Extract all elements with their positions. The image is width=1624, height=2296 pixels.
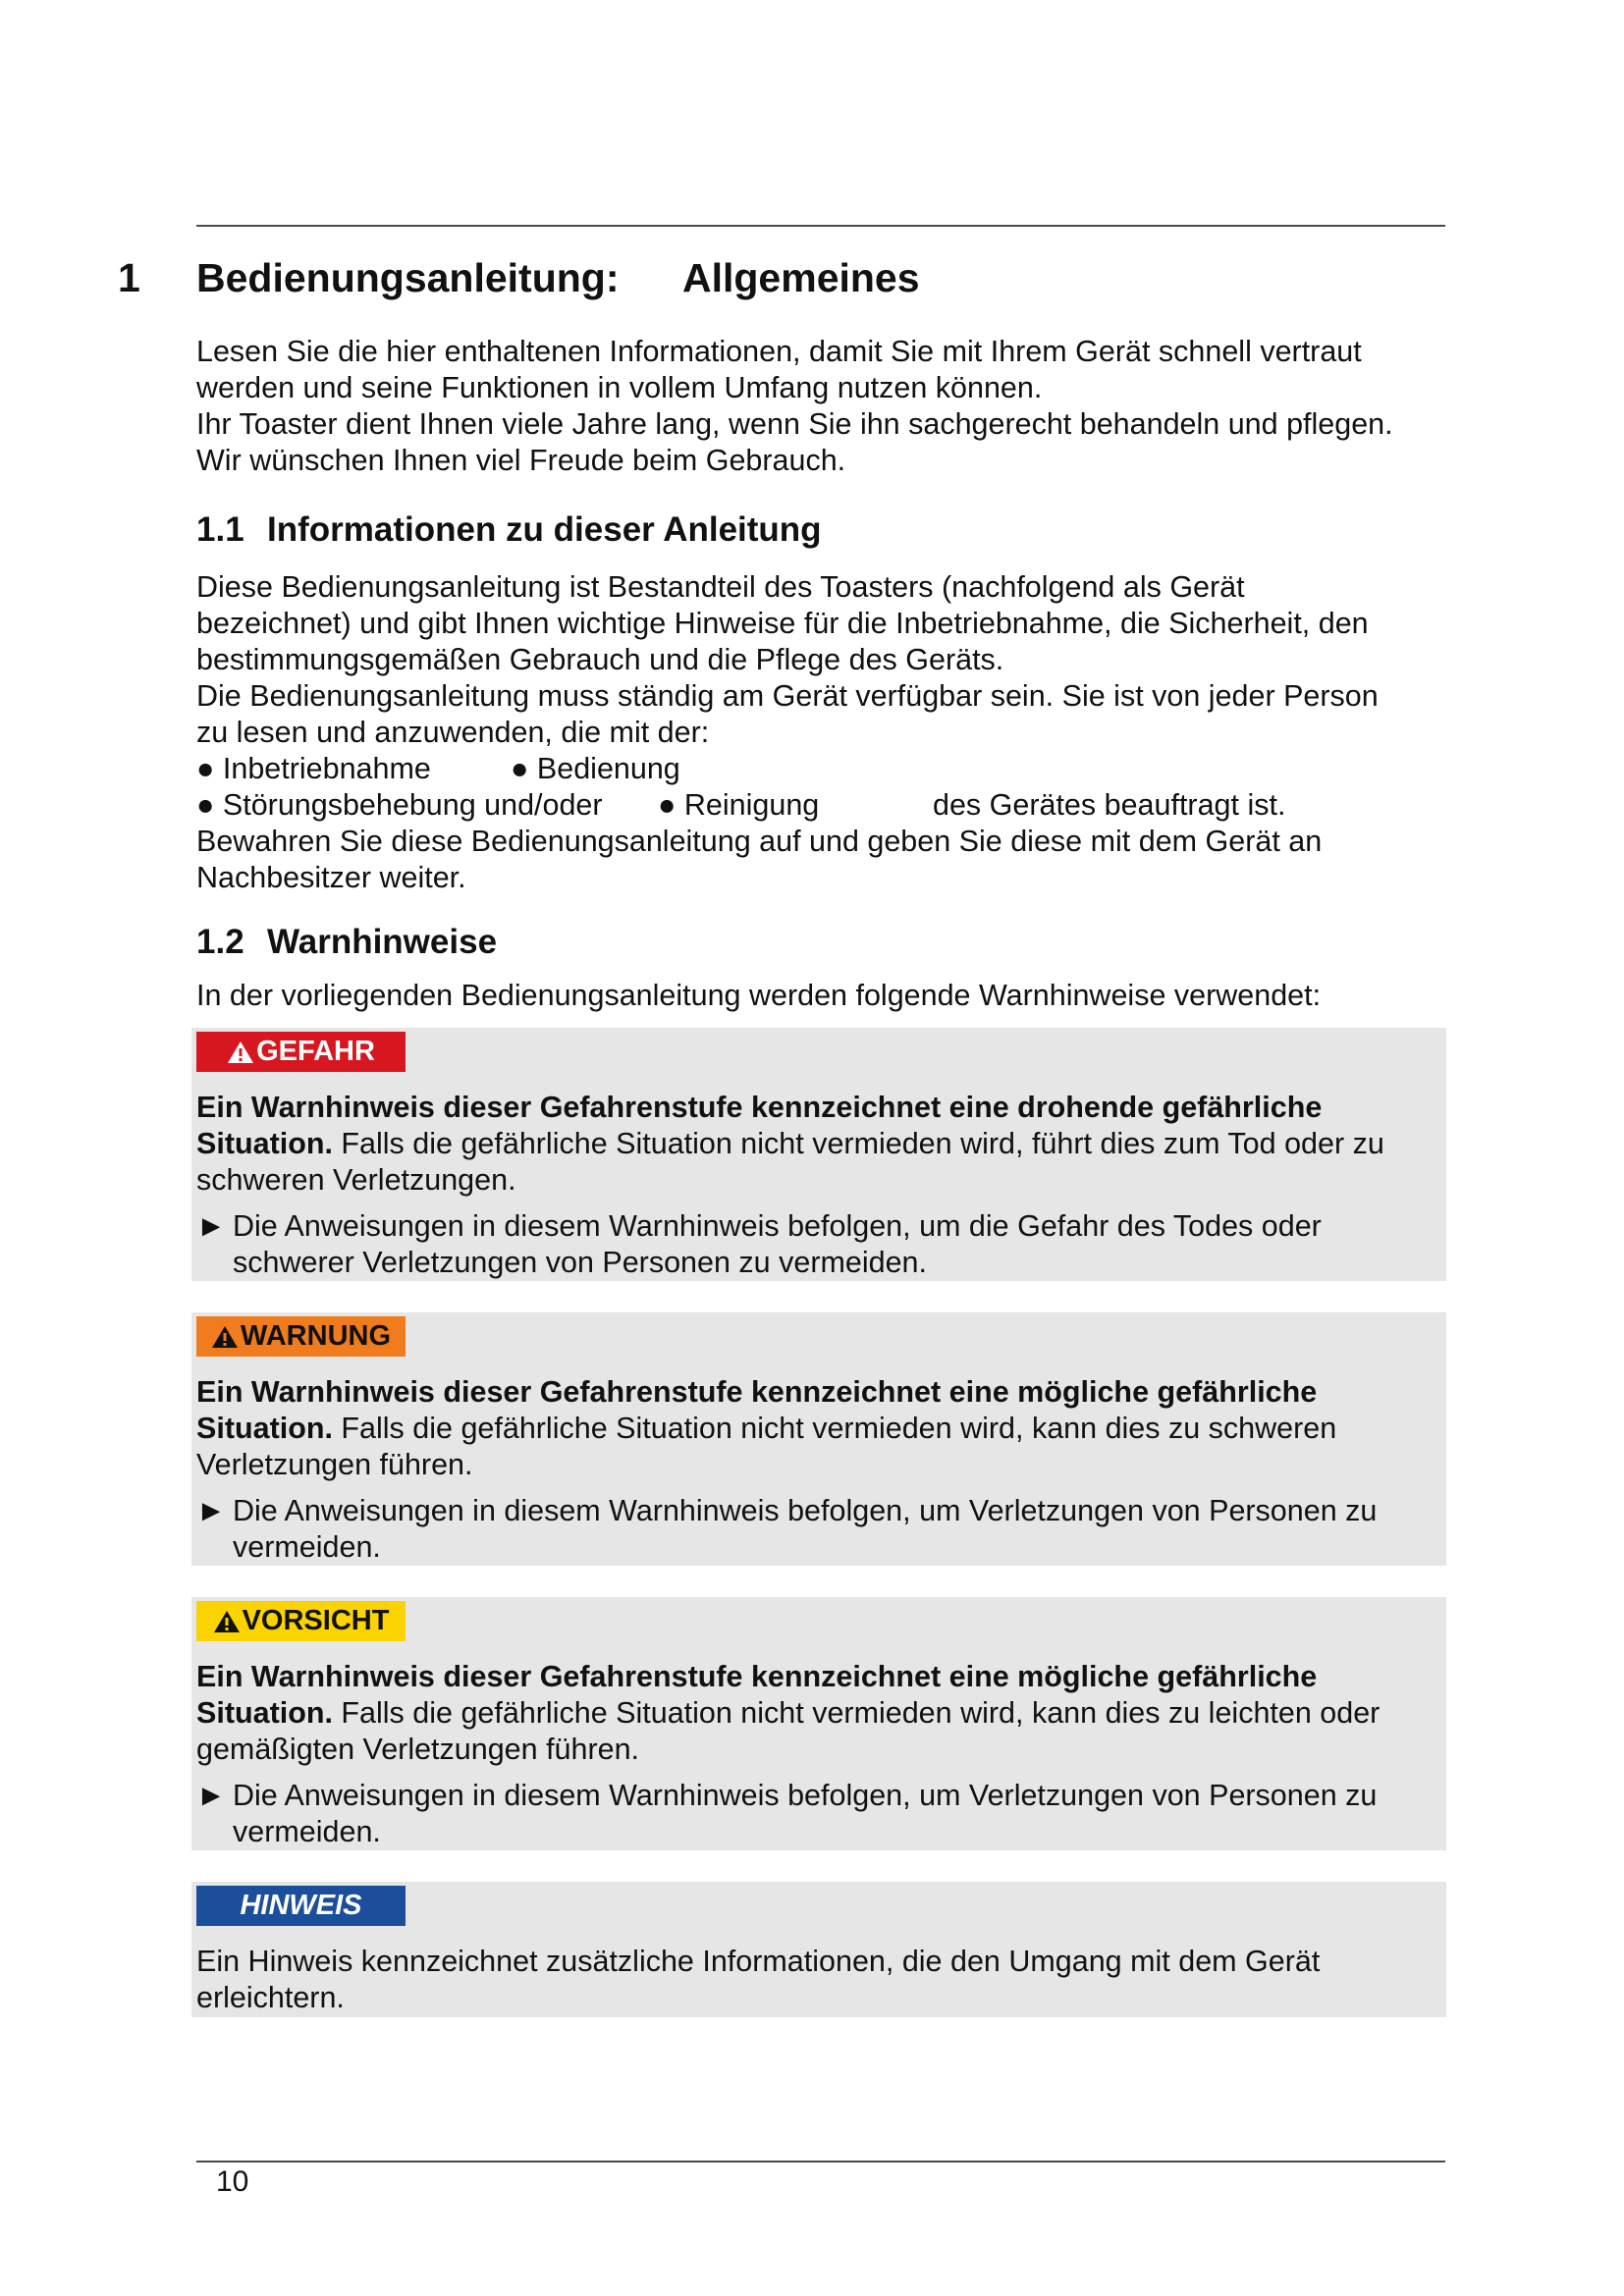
bullet-tail: des Gerätes beauftragt ist. [933, 788, 1286, 822]
section-title: Warnhinweise [267, 923, 498, 961]
play-triangle-icon: ► [196, 1209, 227, 1243]
caution-line: Falls die gefährliche Situation nicht vermieden wird, kann dies zu leichten oder [332, 1696, 1380, 1730]
warning-line: Falls die gefährliche Situation nicht vermieden wird, kann dies zu schweren [332, 1412, 1337, 1445]
danger-text [196, 1090, 1438, 1281]
notice-line: erleichtern. [196, 1981, 345, 2014]
section-number: 1.2 [196, 923, 244, 961]
bullet-row [196, 787, 1445, 824]
caution-bold-line: Ein Warnhinweis dieser Gefahrenstufe kennzeichnet eine mögliche gefährliche [196, 1660, 1318, 1693]
warning-bold-word: Situation. [196, 1412, 333, 1445]
danger-label: GEFAHR [256, 1036, 375, 1067]
bullet-stoerungsbehebung: ● Störungsbehebung und/oder [196, 788, 603, 822]
danger-bold-line: Ein Warnhinweis dieser Gefahrenstufe kennzeichnet eine drohende gefährliche [196, 1091, 1323, 1124]
play-triangle-icon: ► [196, 1494, 227, 1527]
play-triangle-icon: ► [196, 1779, 227, 1812]
caution-instruction-cont: vermeiden. [233, 1815, 381, 1848]
section-number: 1.1 [196, 510, 244, 549]
body-line: Nachbesitzer weiter. [196, 861, 466, 894]
chapter-intro [196, 334, 1445, 479]
chapter-number: 1 [118, 255, 140, 300]
body-line: bestimmungsgemäßen Gebrauch und die Pflege des Geräts. [196, 643, 1004, 676]
body-line: Die Bedienungsanleitung muss ständig am Gerät verfügbar sein. Sie ist von jeder Person [196, 679, 1379, 713]
notice-line: Ein Hinweis kennzeichnet zusätzliche Informationen, die den Umgang mit dem Gerät [196, 1945, 1321, 1978]
warning-instruction-cont: vermeiden. [233, 1530, 381, 1564]
header-rule [196, 225, 1445, 227]
footer-rule [196, 2161, 1445, 2163]
section-1-2-intro [196, 978, 1445, 1014]
danger-instruction-cont: schwerer Verletzungen von Personen zu vermeiden. [233, 1246, 927, 1279]
notice-box [191, 1882, 1446, 2017]
bullet-inbetriebnahme: ● Inbetriebnahme [196, 752, 431, 785]
warning-triangle-icon [213, 1610, 241, 1633]
warning-bold-line: Ein Warnhinweis dieser Gefahrenstufe kennzeichnet eine mögliche gefährliche [196, 1375, 1318, 1409]
warning-label: WARNUNG [240, 1320, 392, 1352]
caution-instruction: Die Anweisungen in diesem Warnhinweis befolgen, um Verletzungen von Personen zu [233, 1779, 1378, 1812]
warning-box [191, 1312, 1446, 1566]
chapter-title-part1: Bedienungsanleitung: [196, 255, 620, 300]
caution-line: gemäßigten Verletzungen führen. [196, 1733, 640, 1766]
notice-text [196, 1944, 1438, 2016]
danger-line: schweren Verletzungen. [196, 1163, 516, 1197]
danger-line: Falls die gefährliche Situation nicht vermieden wird, führt dies zum Tod oder zu [332, 1127, 1384, 1160]
body-line: Bewahren Sie diese Bedienungsanleitung auf und geben Sie diese mit dem Gerät an [196, 825, 1323, 858]
warning-triangle-icon [227, 1041, 254, 1064]
warning-text [196, 1374, 1438, 1566]
body-line: bezeichnet) und gibt Ihnen wichtige Hinweise für die Inbetriebnahme, die Sicherheit, den [196, 607, 1369, 640]
notice-label: HINWEIS [240, 1890, 362, 1921]
intro-line: Ihr Toaster dient Ihnen viele Jahre lang, wenn Sie ihn sachgerecht behandeln und pflegen. [196, 407, 1393, 441]
body-line: In der vorliegenden Bedienungsanleitung werden folgende Warnhinweise verwendet: [196, 979, 1322, 1012]
warning-line: Verletzungen führen. [196, 1448, 473, 1481]
section-title: Informationen zu dieser Anleitung [267, 510, 822, 549]
notice-badge [196, 1886, 406, 1926]
danger-bold-word: Situation. [196, 1127, 333, 1160]
danger-box [191, 1028, 1446, 1281]
warning-instruction: Die Anweisungen in diesem Warnhinweis befolgen, um Verletzungen von Personen zu [233, 1494, 1378, 1527]
section-heading-1-1 [196, 510, 822, 550]
danger-instruction: Die Anweisungen in diesem Warnhinweis befolgen, um die Gefahr des Todes oder [233, 1209, 1322, 1243]
danger-badge [196, 1032, 406, 1072]
chapter-title-part2: Allgemeines [682, 255, 920, 300]
caution-box [191, 1597, 1446, 1850]
warning-triangle-icon [211, 1325, 239, 1349]
section-heading-1-2 [196, 923, 497, 962]
caution-label: VORSICHT [242, 1605, 390, 1636]
intro-line: Wir wünschen Ihnen viel Freude beim Gebrauch. [196, 444, 846, 477]
section-1-1-body [196, 569, 1445, 896]
bullet-reinigung: ● Reinigung [658, 788, 820, 822]
page-number: 10 [216, 2165, 249, 2198]
warning-badge [196, 1316, 406, 1357]
intro-line: Lesen Sie die hier enthaltenen Informationen, damit Sie mit Ihrem Gerät schnell vertraut [196, 335, 1362, 368]
bullet-bedienung: ● Bedienung [511, 752, 680, 785]
caution-badge [196, 1601, 406, 1641]
body-line: zu lesen und anzuwenden, die mit der: [196, 716, 710, 749]
intro-line: werden und seine Funktionen in vollem Umfang nutzen können. [196, 371, 1043, 404]
bullet-row [196, 751, 1445, 787]
caution-bold-word: Situation. [196, 1696, 333, 1730]
body-line: Diese Bedienungsanleitung ist Bestandteil des Toasters (nachfolgend als Gerät [196, 570, 1245, 604]
caution-text [196, 1659, 1438, 1850]
